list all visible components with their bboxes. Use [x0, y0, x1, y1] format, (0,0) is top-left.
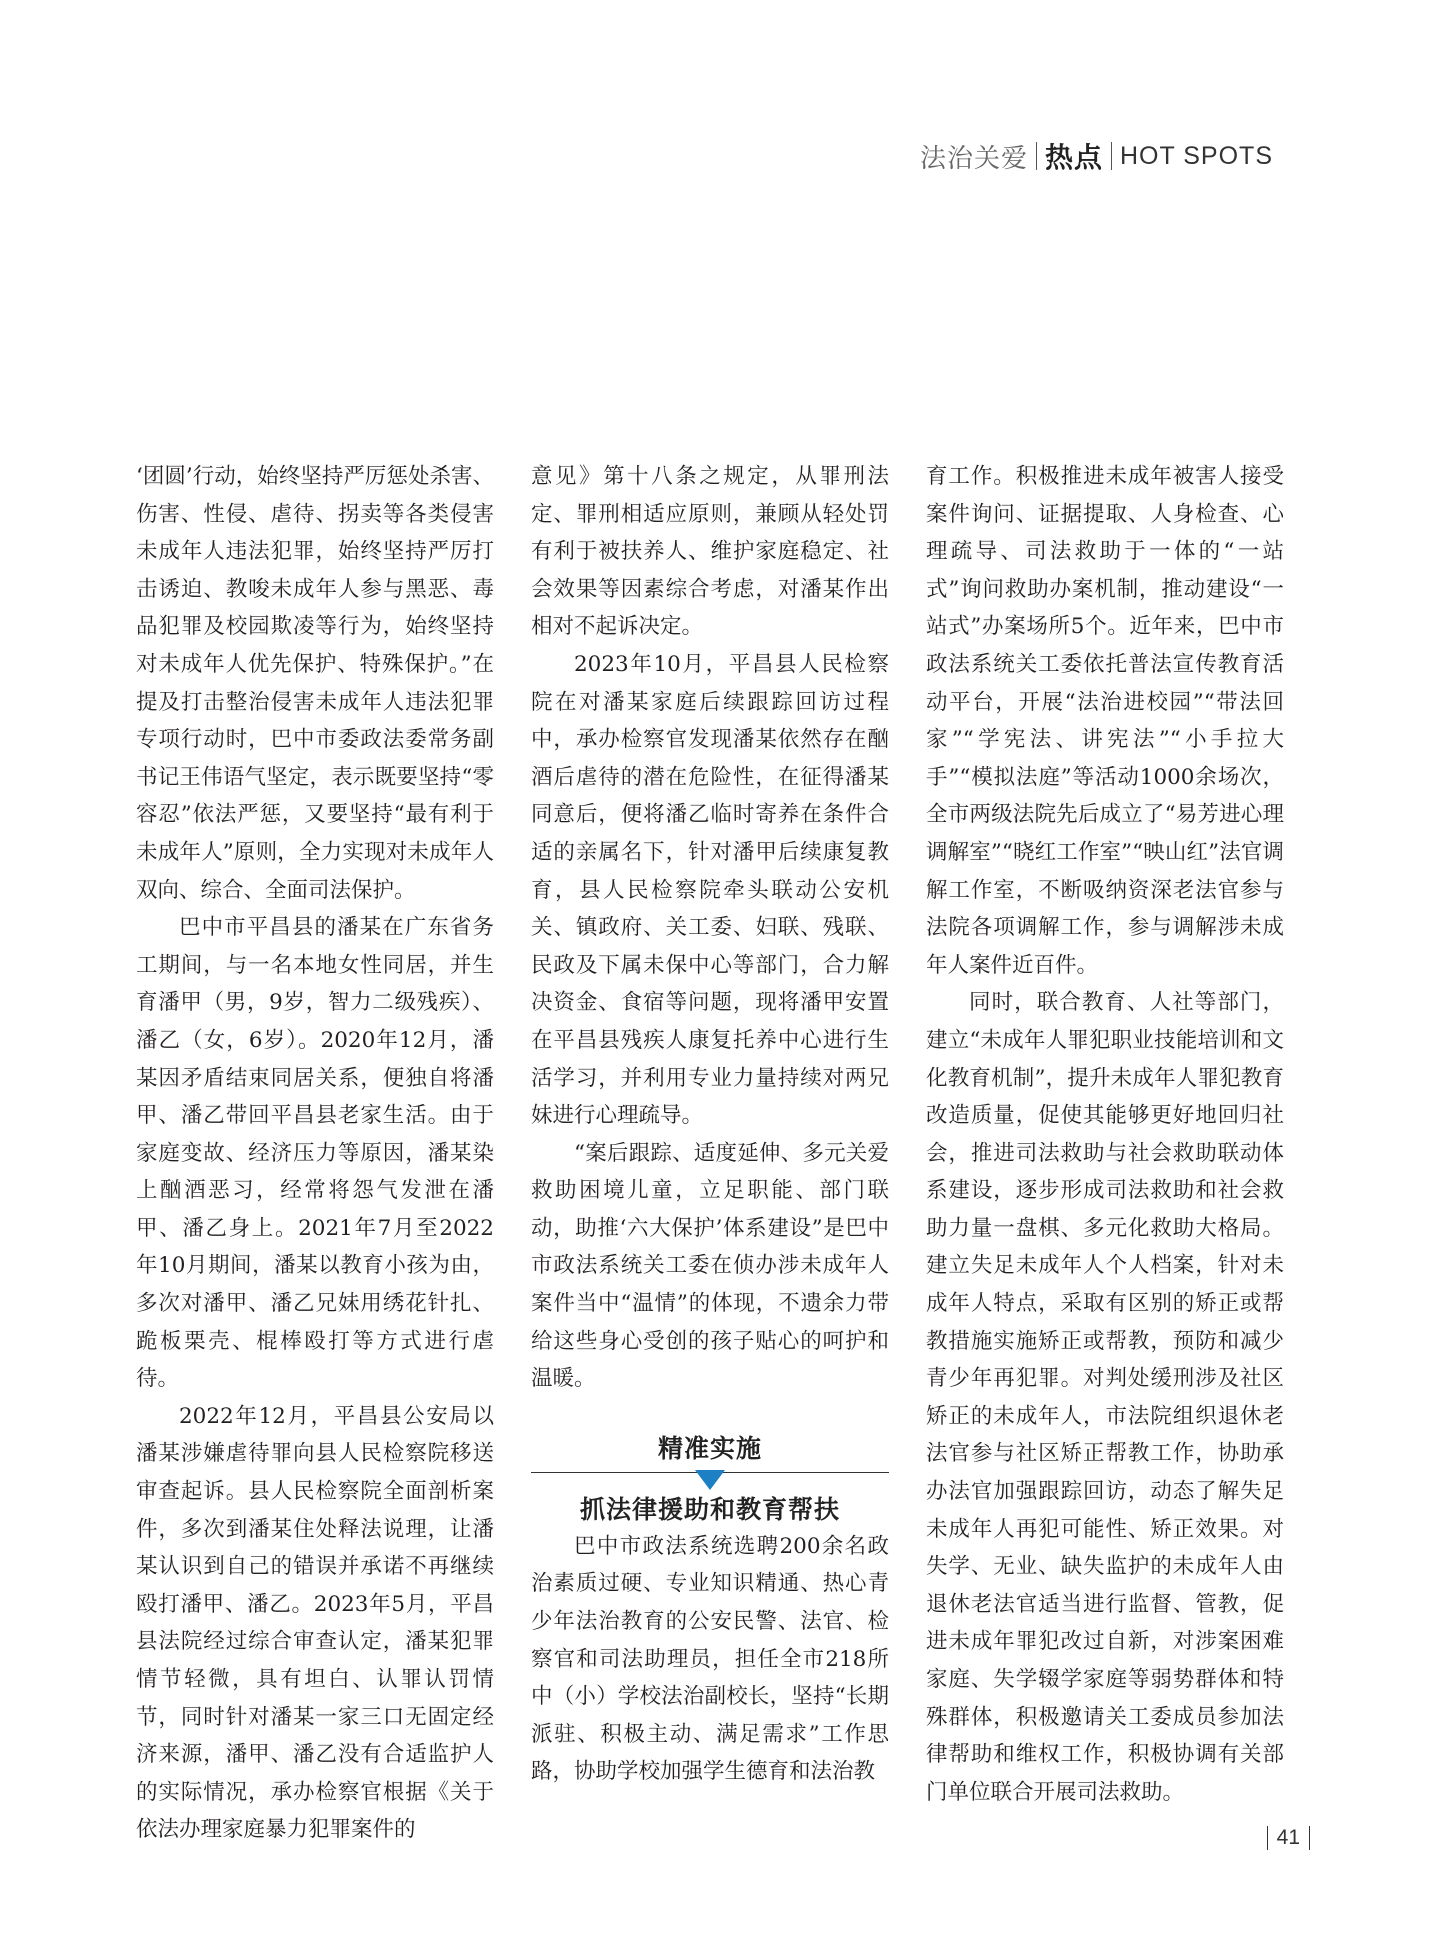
section-title: 精准实施 — [657, 1433, 762, 1463]
page-number-text: 41 — [1276, 1826, 1300, 1849]
paragraph: 2023年10月，平昌县人民检察院在对潘某家庭后续跟踪回访过程中，承办检察官发现潘某依然存在酗酒后虐待的潜在危险性，在征得潘某同意后，便将潘乙临时寄养在条件合适的亲属名下，针对潘甲后续康复教育，县人民检察院牵头联动公安机关、镇政府、关工委、妇联、残联、民政及下属未保中心等部门，合力解决资金、食宿等问题，现将潘甲安置在平昌县残疾人康复托养中心进行生活学习，并利用专业力量持续对两兄妹进行心理疏导。 — [531, 651, 889, 1129]
article-column-2 — [531, 458, 889, 1791]
article-column-1 — [136, 458, 494, 1849]
header-divider — [1036, 142, 1037, 170]
paragraph: 巴中市政法系统选聘200余名政治素质过硬、专业知识精通、热心青少年法治教育的公安民警、法官、检察官和司法助理员，担任全市218所中（小）学校法治副校长，坚持“长期派驻、积极主动、满足需求”工作思路，协助学校加强学生德育和法治教 — [531, 1533, 889, 1785]
paragraph: 2022年12月，平昌县公安局以潘某涉嫌虐待罪向县人民检察院移送审查起诉。县人民检察院全面剖析案件，多次到潘某住处释法说理，让潘某认识到自己的错误并承诺不再继续殴打潘甲、潘乙。2023年5月，平昌县法院经过综合审查认定，潘某犯罪情节轻微，具有坦白、认罪认罚情节，同时针对潘某一家三口无固定经济来源，潘甲、潘乙没有合适监护人的实际情况，承办检察官根据《关于依法办理家庭暴力犯罪案件的 — [136, 1403, 494, 1843]
section-rule — [531, 1470, 889, 1492]
section-heading-block — [531, 1432, 889, 1528]
header-hot-label: 热点 — [1044, 141, 1103, 174]
paragraph: 意见》第十八条之规定，从罪刑法定、罪刑相适应原则，兼顾从轻处罚有利于被扶养人、维护家庭稳定、社会效果等因素综合考虑，对潘某作出相对不起诉决定。 — [531, 464, 889, 640]
header-divider — [1111, 142, 1112, 170]
subsection-title: 抓法律援助和教育帮扶 — [579, 1494, 840, 1524]
down-triangle-icon — [695, 1470, 725, 1490]
page-number — [1258, 1826, 1319, 1850]
header-english-label: HOT SPOTS — [1119, 141, 1273, 170]
paragraph: ‘团圆’行动，始终坚持严厉惩处杀害、伤害、性侵、虐待、拐卖等各类侵害未成年人违法犯罪，始终坚持严厉打击诱迫、教唆未成年人参与黑恶、毒品犯罪及校园欺凌等行为，始终坚持对未成年人优先保护、特殊保护。”在提及打击整治侵害未成年人违法犯罪专项行动时，巴中市委政法委常务副书记王伟语气坚定，表示既要坚持“零容忍”依法严惩，又要坚持“最有利于未成年人”原则，全力实现对未成年人双向、综合、全面司法保护。 — [136, 464, 494, 903]
page-number-bar — [1267, 1826, 1268, 1850]
running-header — [920, 136, 1273, 176]
paragraph: 巴中市平昌县的潘某在广东省务工期间，与一名本地女性同居，并生育潘甲（男，9岁，智力二级残疾）、潘乙（女，6岁）。2020年12月，潘某因矛盾结束同居关系，便独自将潘甲、潘乙带回平昌县老家生活。由于家庭变故、经济压力等原因，潘某染上酗酒恶习，经常将怨气发泄在潘甲、潘乙身上。2021年7月至2022年10月期间，潘某以教育小孩为由，多次对潘甲、潘乙兄妹用绣花针扎、跪板栗壳、棍棒殴打等方式进行虐待。 — [136, 915, 494, 1392]
paragraph: “案后跟踪、适度延伸、多元关爱救助困境儿童，立足职能、部门联动，助推‘六大保护’体系建设”是巴中市政法系统关工委在侦办涉未成年人案件当中“温情”的体现，不遗余力带给这些身心受创的孩子贴心的呵护和温暖。 — [531, 1140, 889, 1392]
header-section-label: 法治关爱 — [919, 143, 1028, 174]
article-column-3 — [926, 458, 1284, 1811]
page-number-bar — [1309, 1826, 1310, 1850]
paragraph: 育工作。积极推进未成年被害人接受案件询问、证据提取、人身检查、心理疏导、司法救助于一体的“一站式”询问救助办案机制，推动建设“一站式”办案场所5个。近年来，巴中市政法系统关工委依托普法宣传教育活动平台，开展“法治进校园”“带法回家”“学宪法、讲宪法”“小手拉大手”“模拟法庭”等活动1000余场次，全市两级法院先后成立了“易芳进心理调解室”“晓红工作室”“映山红”法官调解工作室，不断吸纳资深老法官参与法院各项调解工作，参与调解涉未成年人案件近百件。 — [926, 464, 1284, 978]
paragraph: 同时，联合教育、人社等部门，建立“未成年人罪犯职业技能培训和文化教育机制”，提升未成年人罪犯教育改造质量，促使其能够更好地回归社会，推进司法救助与社会救助联动体系建设，逐步形成司法救助和社会救助力量一盘棋、多元化救助大格局。建立失足未成年人个人档案，针对未成年人特点，采取有区别的矫正或帮教措施实施矫正或帮教，预防和减少青少年再犯罪。对判处缓刑涉及社区矫正的未成年人，市法院组织退休老法官参与社区矫正帮教工作，协助承办法官加强跟踪回访，动态了解失足未成年人再犯可能性、矫正效果。对失学、无业、缺失监护的未成年人由退休老法官适当进行监督、管教，促进未成年罪犯改过自新，对涉案困难家庭、失学辍学家庭等弱势群体和特殊群体，积极邀请关工委成员参加法律帮助和维权工作，积极协调有关部门单位联合开展司法救助。 — [926, 990, 1284, 1805]
